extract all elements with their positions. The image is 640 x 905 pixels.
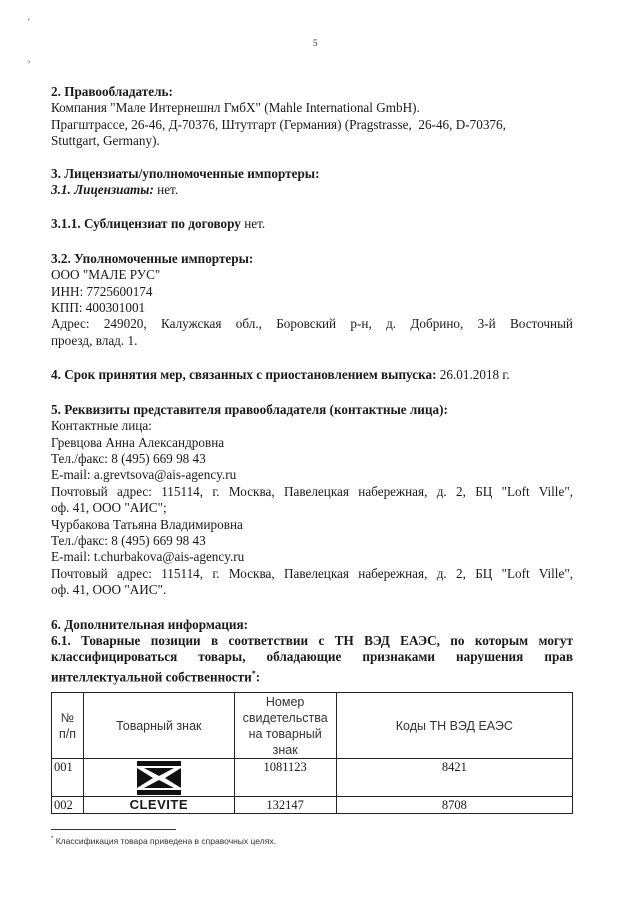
- footnote-divider: [51, 829, 176, 830]
- footnote: [51, 836, 276, 846]
- row-code: 8708: [336, 797, 572, 814]
- section-2-heading: 2. Правообладатель:: [51, 84, 173, 99]
- licensees-value: нет.: [153, 182, 179, 198]
- header-trademark: Товарный знак: [83, 693, 234, 759]
- sublicensee-line: [51, 216, 573, 232]
- document-body: [51, 84, 573, 686]
- importer-address: проезд, влад. 1.: [51, 332, 138, 348]
- scan-mark: ': [28, 17, 30, 27]
- contact-line: Чурбакова Татьяна Владимировна: [51, 516, 243, 532]
- importer-line: ООО "МАЛЕ РУС": [51, 267, 161, 283]
- sublicensee-value: нет.: [240, 216, 266, 232]
- page-number: 5: [313, 38, 318, 48]
- licensees-line: [51, 182, 573, 198]
- table-header-row: [52, 693, 573, 759]
- footnote-text: Классификация товара приведена в справочных целях.: [53, 836, 276, 846]
- section-3-heading: 3. Лицензиаты/уполномоченные импортеры:: [51, 165, 320, 181]
- importer-line: ИНН: 7725600174: [51, 283, 153, 299]
- contact-line: Гревцова Анна Александровна: [51, 434, 225, 450]
- section-5-heading: 5. Реквизиты представителя правообладателя (контактные лица):: [51, 401, 448, 417]
- contact-line: E-mail: t.churbakova@ais-agency.ru: [51, 549, 245, 565]
- rightholder-line: Компания "Мале Интернешнл ГмбХ" (Mahle International GmbH).: [51, 100, 420, 116]
- rightholder-line: Stuttgart, Germany).: [51, 133, 160, 149]
- section-4-label: 4. Срок принятия мер, связанных с приостановлением выпуска:: [51, 367, 437, 383]
- header-num: № п/п: [52, 693, 84, 759]
- sublicensee-label: 3.1.1. Сублицензиат по договору: [51, 216, 241, 232]
- section-4-value: 26.01.2018 г.: [436, 367, 510, 383]
- postal-address: Почтовый адрес: 115114, г. Москва, Павелецкая набережная, д. 2, БЦ "Loft Ville",: [51, 483, 573, 499]
- header-codes: Коды ТН ВЭД ЕАЭС: [336, 693, 572, 759]
- row-trademark: [83, 797, 234, 814]
- scan-mark: ,: [28, 54, 31, 64]
- section-6-1-line: [51, 666, 573, 686]
- importer-address: Адрес: 249020, Калужская обл., Боровский р-н, д. Добрино, 3-й Восточный: [51, 316, 573, 332]
- rightholder-line: Прагштрассе, 26-46, Д-70376, Штутгарт (Германия) (Pragstrasse, 26-46, D-70376,: [51, 116, 506, 132]
- row-trademark: [83, 759, 234, 797]
- footnote-ref: *: [251, 668, 256, 678]
- section-6-1-text: интеллектуальной собственности: [51, 669, 252, 685]
- postal-address: оф. 41, ООО "АИС".: [51, 582, 167, 598]
- section-4-line: [51, 367, 573, 383]
- header-certificate: Номер свидетельства на товарный знак: [234, 693, 336, 759]
- row-certificate: 132147: [234, 797, 336, 814]
- table-row: [52, 759, 573, 797]
- footnote-star: *: [51, 836, 54, 843]
- licensees-label: 3.1. Лицензиаты:: [51, 182, 154, 198]
- contact-line: Тел./факс: 8 (495) 669 98 43: [51, 532, 206, 548]
- postal-address: Почтовый адрес: 115114, г. Москва, Павелецкая набережная, д. 2, БЦ "Loft Ville",: [51, 565, 573, 581]
- section-6-heading: 6. Дополнительная информация:: [51, 616, 249, 632]
- trademark-table: [51, 692, 573, 814]
- section-6-1-line: классифицироваться товары, обладающие признаками нарушения прав: [51, 649, 573, 665]
- postal-address: оф. 41, ООО "АИС";: [51, 500, 167, 516]
- row-certificate: 1081123: [234, 759, 336, 797]
- contact-line: E-mail: a.grevtsova@ais-agency.ru: [51, 467, 237, 483]
- section-6-1-line: 6.1. Товарные позиции в соответствии с ТН ВЭД ЕАЭС, по которым могут: [51, 632, 573, 648]
- table-row: [52, 797, 573, 814]
- importer-line: КПП: 400301001: [51, 300, 146, 316]
- section-6-1-colon: :: [255, 669, 261, 685]
- mahle-logo-icon: [136, 761, 182, 795]
- importers-heading: 3.2. Уполномоченные импортеры:: [51, 250, 254, 266]
- row-code: 8421: [336, 759, 572, 797]
- row-num: 002: [52, 797, 84, 814]
- contact-line: Контактные лица:: [51, 418, 152, 434]
- clevite-logo: CLEVITE: [129, 797, 188, 812]
- row-num: 001: [52, 759, 84, 797]
- contact-line: Тел./факс: 8 (495) 669 98 43: [51, 450, 206, 466]
